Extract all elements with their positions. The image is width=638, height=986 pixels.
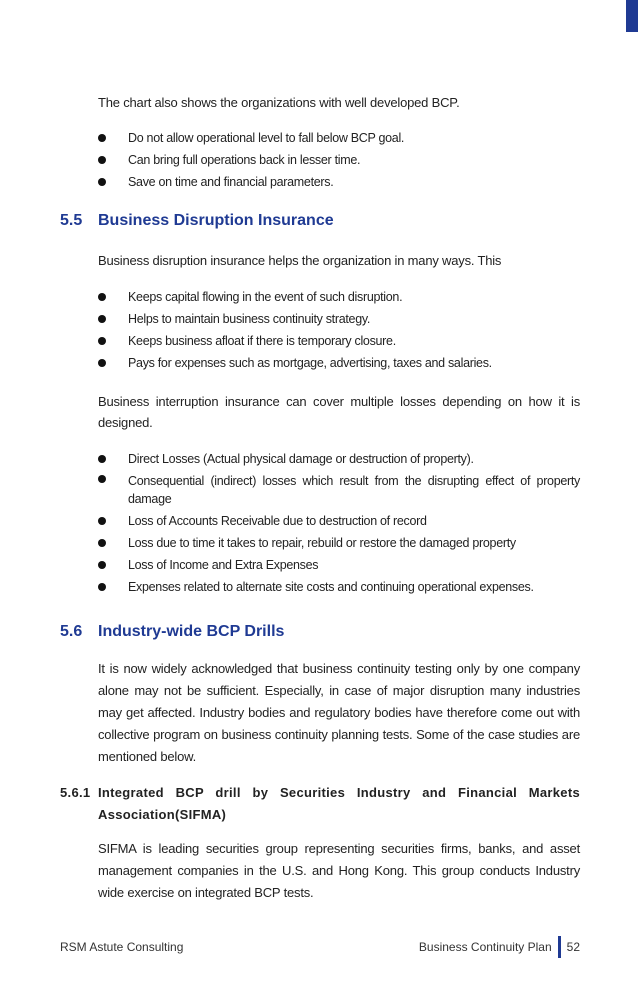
section-title: Business Disruption Insurance <box>98 212 334 229</box>
bullet-icon <box>98 455 106 463</box>
bullet-icon <box>98 337 106 345</box>
list-item: Consequential (indirect) losses which result from the disrupting effect of property damage <box>98 470 580 510</box>
list-item: Loss due to time it takes to repair, rebuild or restore the damaged property <box>98 532 580 554</box>
list-item: Save on time and financial parameters. <box>98 171 580 193</box>
corner-accent-block <box>626 0 638 32</box>
section-5-5-bullet-list <box>98 286 580 374</box>
bullet-icon <box>98 517 106 525</box>
list-item: Do not allow operational level to fall below BCP goal. <box>98 127 580 149</box>
list-item: Helps to maintain business continuity strategy. <box>98 308 580 330</box>
section-5-5-para2: Business interruption insurance can cover multiple losses depending on how it is designed. <box>98 394 580 430</box>
section-5-6-1-para: SIFMA is leading securities group representing securities firms, banks, and asset management companies in the U.S. and Hong Kong. This group conducts Industry wide exercise on integrated BCP tests. <box>98 841 580 900</box>
list-item: Keeps business afloat if there is temporary closure. <box>98 330 580 352</box>
footer-divider <box>558 936 561 958</box>
bullet-icon <box>98 134 106 142</box>
list-item: Direct Losses (Actual physical damage or destruction of property). <box>98 448 580 470</box>
bullet-icon <box>98 156 106 164</box>
list-item: Pays for expenses such as mortgage, advertising, taxes and salaries. <box>98 352 580 374</box>
section-title: Industry-wide BCP Drills <box>98 623 285 640</box>
section-heading-5-6 <box>60 621 284 643</box>
footer-page-info <box>419 936 580 958</box>
bullet-icon <box>98 561 106 569</box>
bullet-icon <box>98 475 106 483</box>
intro-text: The chart also shows the organizations with well developed BCP. <box>98 95 460 110</box>
section-heading-5-6-1 <box>60 782 580 826</box>
list-item: Loss of Income and Extra Expenses <box>98 554 580 576</box>
list-item: Expenses related to alternate site costs and continuing operational expenses. <box>98 576 580 598</box>
list-item: Keeps capital flowing in the event of such disruption. <box>98 286 580 308</box>
list-item: Loss of Accounts Receivable due to destruction of record <box>98 510 580 532</box>
bullet-icon <box>98 315 106 323</box>
list-item: Can bring full operations back in lesser time. <box>98 149 580 171</box>
section-heading-5-5 <box>60 210 334 232</box>
bullet-icon <box>98 293 106 301</box>
section-number: 5.6 <box>60 623 83 640</box>
bullet-icon <box>98 539 106 547</box>
section-5-6-para: It is now widely acknowledged that business continuity testing only by one company alone may not be sufficient. Especially, in case of major disruption many industries may get affected. Industry bodies and regulatory bodies have therefore come out with collective program on business continuity planning tests. Some of the case studies are mentioned below. <box>98 661 580 764</box>
section-5-5-loss-list <box>98 448 580 598</box>
footer-doc-title: Business Continuity Plan <box>418 940 552 954</box>
bullet-icon <box>98 583 106 591</box>
section-title: Integrated BCP drill by Securities Industry and Financial Markets Association(SIFMA) <box>98 785 580 822</box>
section-number: 5.6.1 <box>60 785 91 800</box>
footer-company: RSM Astute Consulting <box>60 940 184 954</box>
bullet-icon <box>98 178 106 186</box>
intro-bullet-list <box>98 127 580 193</box>
page-number: 52 <box>566 940 580 954</box>
section-number: 5.5 <box>60 212 83 229</box>
section-5-5-intro: Business disruption insurance helps the organization in many ways. This <box>98 253 502 268</box>
bullet-icon <box>98 359 106 367</box>
